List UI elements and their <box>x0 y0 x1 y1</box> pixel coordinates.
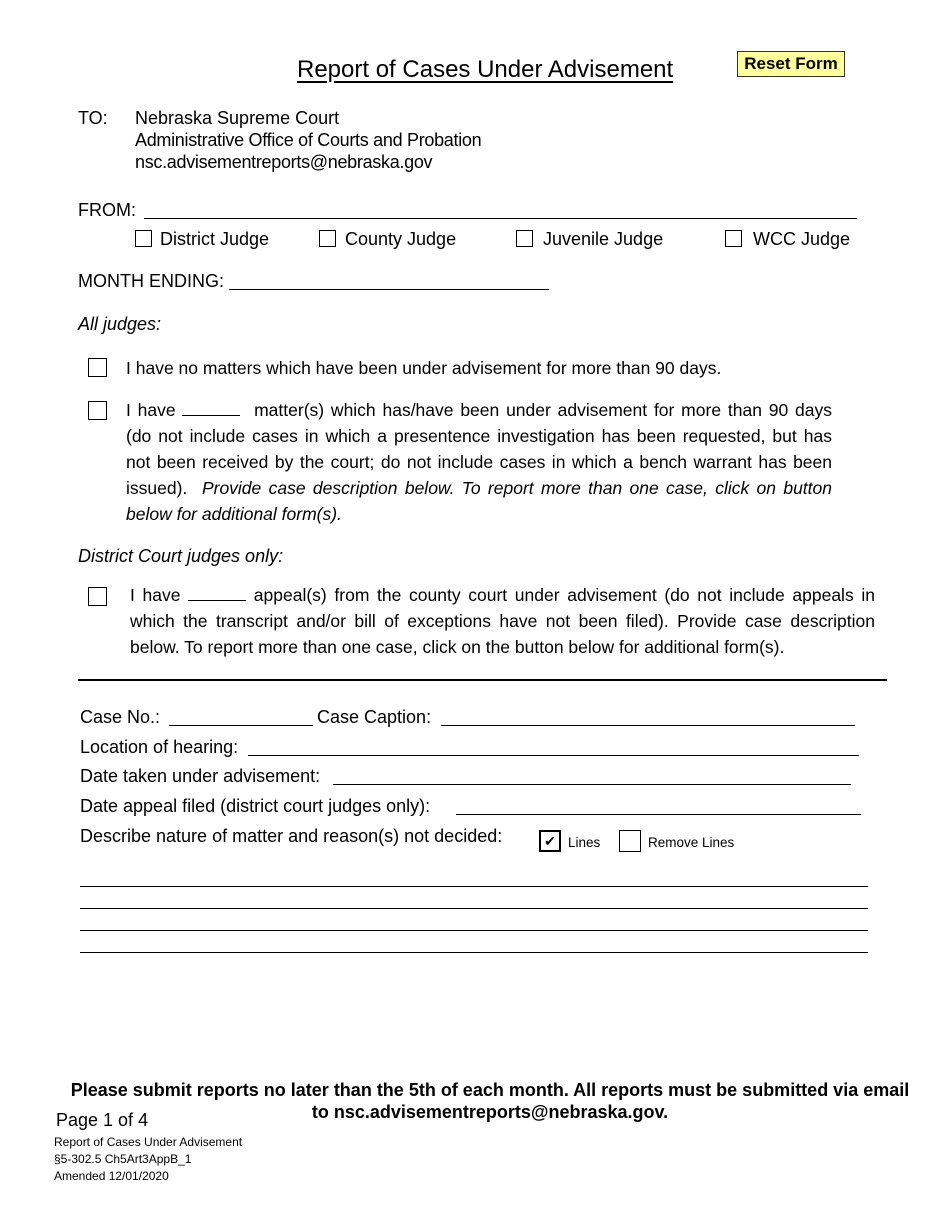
description-line[interactable] <box>80 952 868 953</box>
case-caption-label: Case Caption: <box>317 707 432 727</box>
district-judge-label: District Judge <box>160 229 270 249</box>
matters-instruction: Provide case description below. To report more than one case, click on button below for additional form(s). <box>126 478 832 524</box>
no-matters-label: I have no matters which have been under advisement for more than 90 days. <box>126 358 722 378</box>
from-input[interactable] <box>144 218 857 219</box>
appeals-body: appeal(s) from the county court under advisement (do not include appeals in which the transcript and/or bill of exceptions have not been filed). Provide case description below. To report more than one case, click on the button below for additional form(s). <box>130 585 875 657</box>
description-line[interactable] <box>80 886 868 887</box>
appeals-checkbox[interactable] <box>88 587 107 606</box>
footer-code: §5-302.5 Ch5Art3AppB_1 <box>54 1152 192 1166</box>
matters-paragraph <box>126 397 832 527</box>
describe-label: Describe nature of matter and reason(s) not decided: <box>80 826 503 846</box>
to-email: nsc.advisementreports@nebraska.gov <box>135 152 433 172</box>
matters-prefix: I have <box>126 400 176 420</box>
date-appeal-label: Date appeal filed (district court judges only): <box>80 796 431 816</box>
case-no-label: Case No.: <box>80 707 161 727</box>
from-label: FROM: <box>78 200 136 220</box>
submission-note: Please submit reports no later than the 5th of each month. All reports must be submitted via email to nsc.advisementreports@nebraska.gov. <box>70 1080 910 1122</box>
case-no-input[interactable] <box>169 725 313 726</box>
appeals-prefix: I have <box>130 585 181 605</box>
footer-amended: Amended 12/01/2020 <box>54 1169 169 1183</box>
location-label: Location of hearing: <box>80 737 239 757</box>
matters-body: matter(s) which has/have been under advisement for more than 90 days (do not include cases in which a presentence investigation has been requested, but has not been received by the court; do not include cases in which a bench warrant has been issued). <box>126 400 832 498</box>
all-judges-heading: All judges: <box>78 314 162 334</box>
to-line1: Nebraska Supreme Court <box>135 108 340 128</box>
description-line[interactable] <box>80 908 868 909</box>
reset-form-button[interactable]: Reset Form <box>737 51 845 77</box>
case-caption-input[interactable] <box>441 725 855 726</box>
district-judge-checkbox[interactable] <box>135 230 152 247</box>
county-judge-label: County Judge <box>345 229 457 249</box>
appeals-paragraph <box>130 582 875 660</box>
date-appeal-input[interactable] <box>456 814 861 815</box>
to-label: TO: <box>78 108 108 128</box>
description-line[interactable] <box>80 930 868 931</box>
section-divider <box>78 679 887 681</box>
location-input[interactable] <box>248 755 859 756</box>
lines-label: Lines <box>568 835 601 850</box>
matters-checkbox[interactable] <box>88 401 107 420</box>
page-title: Report of Cases Under Advisement <box>297 56 674 83</box>
to-line2: Administrative Office of Courts and Probation <box>135 130 482 150</box>
matters-count-input[interactable] <box>182 415 240 416</box>
juvenile-judge-label: Juvenile Judge <box>543 229 664 249</box>
page-number: Page 1 of 4 <box>56 1110 149 1130</box>
lines-checkbox[interactable] <box>539 830 561 852</box>
check-icon: ✔ <box>544 833 556 849</box>
month-ending-input[interactable] <box>229 289 549 290</box>
month-ending-label: MONTH ENDING: <box>78 271 224 291</box>
remove-lines-label: Remove Lines <box>648 835 735 850</box>
date-taken-label: Date taken under advisement: <box>80 766 321 786</box>
date-taken-input[interactable] <box>333 784 851 785</box>
county-judge-checkbox[interactable] <box>319 230 336 247</box>
district-only-heading: District Court judges only: <box>78 546 284 566</box>
footer-form-name: Report of Cases Under Advisement <box>54 1135 243 1149</box>
appeals-count-input[interactable] <box>188 600 246 601</box>
wcc-judge-checkbox[interactable] <box>725 230 742 247</box>
wcc-judge-label: WCC Judge <box>753 229 851 249</box>
remove-lines-checkbox[interactable] <box>619 830 641 852</box>
no-matters-checkbox[interactable] <box>88 358 107 377</box>
juvenile-judge-checkbox[interactable] <box>516 230 533 247</box>
